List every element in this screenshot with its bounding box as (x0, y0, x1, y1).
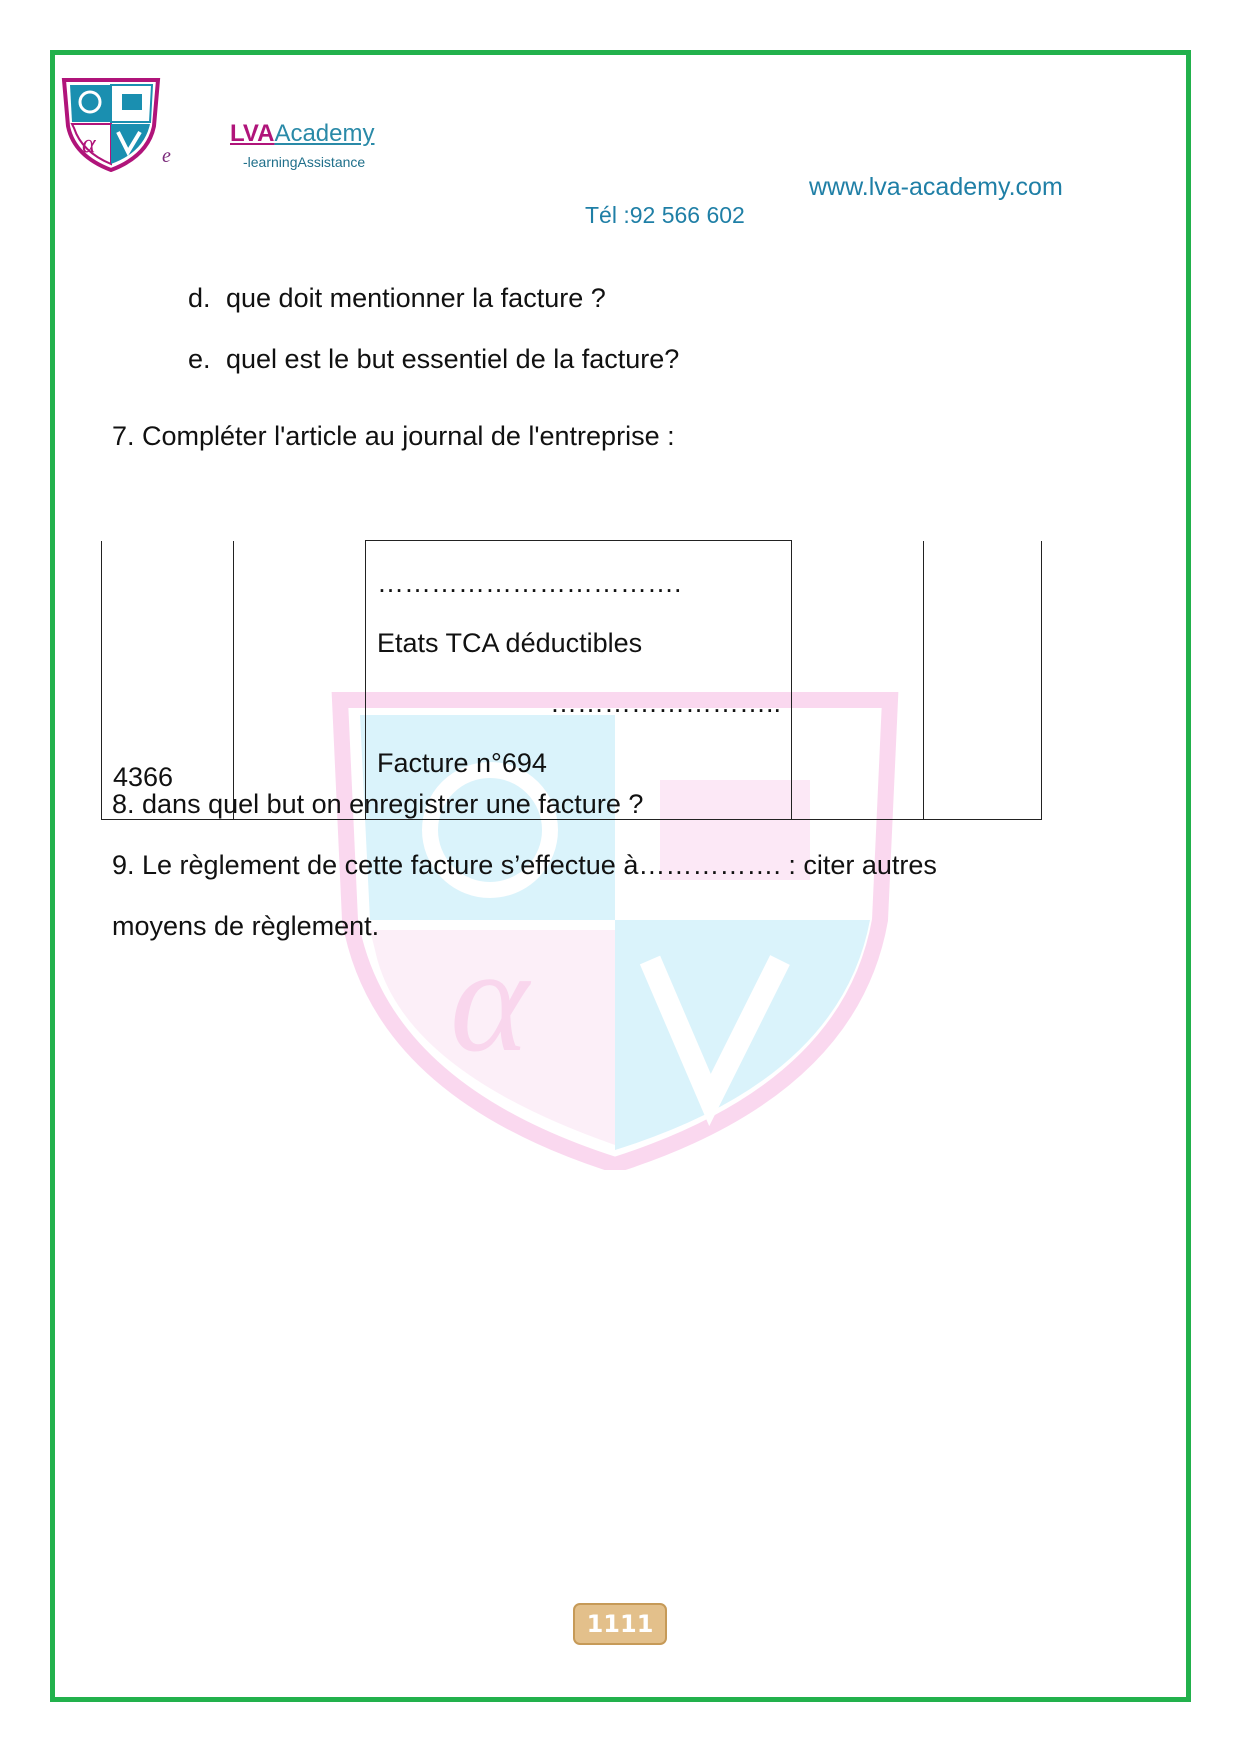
journal-desc-dots-1: ……………………………. (377, 568, 682, 598)
question-d-letter: d. (188, 283, 211, 313)
question-e-letter: e. (188, 344, 211, 374)
phone-number: Tél :92 566 602 (585, 202, 745, 228)
journal-desc-invoice: Facture n°694 (377, 748, 547, 778)
brand-academy: Academy (274, 120, 375, 147)
journal-desc-dots-2: …………………….. (549, 688, 781, 718)
svg-text:α: α (82, 129, 96, 158)
journal-table (101, 540, 1042, 820)
lva-logo-icon (56, 76, 166, 172)
brand-subtitle: -learningAssistance (243, 154, 366, 170)
question-d (188, 283, 606, 314)
brand-name (230, 120, 374, 148)
journal-credit-cell (924, 541, 1042, 820)
journal-desc-tca: Etats TCA déductibles (377, 628, 643, 658)
journal-account-credit-cell (234, 541, 366, 820)
question-9-line-1: 9. Le règlement de cette facture s’effectue à……………. : citer autres (112, 850, 937, 880)
question-7: 7. Compléter l'article au journal de l'entreprise : (112, 421, 675, 451)
journal-debit-cell (792, 541, 924, 820)
question-e (188, 344, 679, 375)
page-number-badge: 1111 (573, 1603, 667, 1645)
journal-description-cell (366, 541, 792, 820)
logo-letter: e (162, 145, 171, 167)
journal-row (102, 541, 1042, 820)
question-9-line-2: moyens de règlement. (112, 911, 380, 941)
svg-text:α: α (450, 917, 529, 1083)
question-d-text: que doit mentionner la facture ? (226, 283, 606, 313)
journal-account: 4366 (113, 762, 174, 792)
question-e-text: quel est le but essentiel de la facture? (226, 344, 680, 374)
brand-lva: LVA (230, 120, 275, 147)
question-8: 8. dans quel but on enregistrer une facture ? (112, 789, 644, 819)
website-link[interactable]: www.lva-academy.com (809, 173, 1063, 201)
journal-account-cell (102, 541, 234, 820)
